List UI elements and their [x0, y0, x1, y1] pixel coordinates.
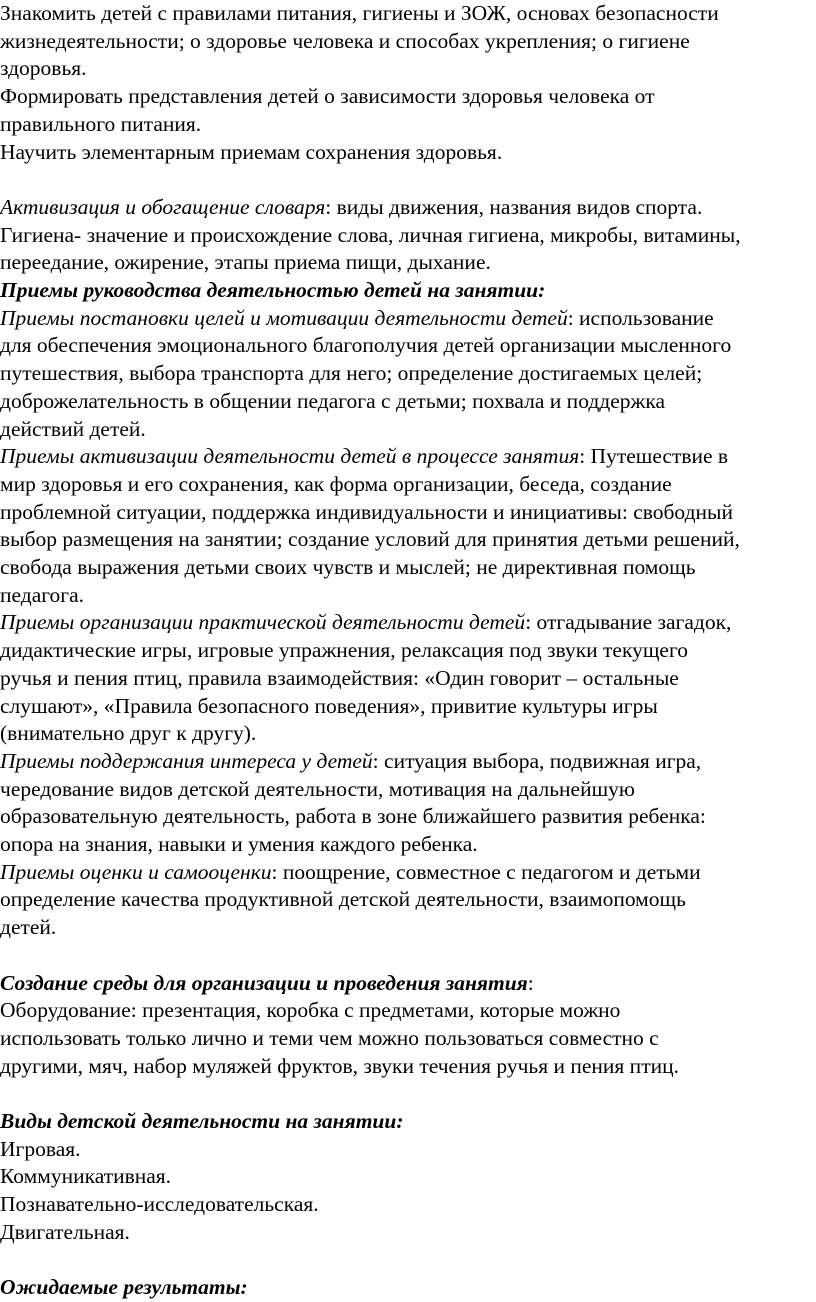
vocabulary-label: Активизация и обогащение словаря — [0, 194, 326, 219]
vocabulary-line-3: переедание, ожирение, этапы приема пищи, дыхание. — [0, 250, 491, 275]
activation-line-4: выбор размещения на занятии; создание условий для принятия детьми решений, — [0, 527, 740, 552]
goals-line-1: Знакомить детей с правилами питания, гигиены и ЗОЖ, основах безопасности — [0, 1, 719, 25]
interest-line-4: опора на знания, навыки и умения каждого ребенка. — [0, 832, 478, 857]
goals-motivation-line-3: путешествия, выбора транспорта для него; определение достигаемых целей; — [0, 361, 703, 386]
interest-label: Приемы поддержания интереса у детей — [0, 748, 373, 773]
goals-line-4: Формировать представления детей о зависимости здоровья человека от — [0, 84, 655, 109]
spacer — [0, 166, 816, 194]
goals-line-6: Научить элементарным приемам сохранения здоровья. — [0, 139, 503, 164]
assessment-line-1 — [0, 859, 816, 887]
vocabulary-line-1 — [0, 194, 816, 222]
expected-results-heading: Ожидаемые результаты: — [0, 1275, 248, 1300]
goals-motivation-line-5: действий детей. — [0, 416, 146, 441]
goals-line-2: жизнедеятельности; о здоровье человека и способах укрепления; о гигиене — [0, 28, 690, 53]
interest-line-3: образовательную деятельность, работа в зоне ближайшего развития ребенка: — [0, 804, 706, 829]
activity-type-item: Двигательная. — [0, 1219, 130, 1244]
activation-line-2: мир здоровья и его сохранения, как форма организации, беседа, создание — [0, 471, 672, 496]
assessment-label: Приемы оценки и самооценки — [0, 859, 272, 884]
practical-line-1 — [0, 609, 816, 637]
practical-line-3: ручья и пения птиц, правила взаимодействия: «Один говорит – остальные — [0, 665, 679, 690]
environment-line-2: использовать только лично и теми чем можно пользоваться совместно с — [0, 1025, 659, 1050]
activation-line-3: проблемной ситуации, поддержка индивидуальности и инициативы: свободный — [0, 499, 733, 524]
environment-line-3: другими, мяч, набор муляжей фруктов, звуки течения ручья и пения птиц. — [0, 1053, 679, 1078]
practical-label: Приемы организации практической деятельности детей — [0, 610, 526, 635]
activity-types-heading: Виды детской деятельности на занятии: — [0, 1109, 404, 1134]
spacer — [0, 1247, 816, 1275]
goals-line-5: правильного питания. — [0, 111, 202, 136]
assessment-line-2: определение качества продуктивной детской деятельности, взаимопомощь — [0, 887, 686, 912]
methods-heading: Приемы руководства деятельностью детей на занятии: — [0, 278, 546, 303]
activation-line-6: педагога. — [0, 582, 85, 607]
spacer — [0, 942, 816, 970]
practical-line-5: (внимательно друг к другу). — [0, 721, 257, 746]
assessment-line-3: детей. — [0, 915, 57, 940]
vocabulary-line-2: Гигиена- значение и происхождение слова, личная гигиена, микробы, витамины, — [0, 222, 741, 247]
practical-line-4: слушают», «Правила безопасного поведения», привитие культуры игры — [0, 693, 658, 718]
activity-type-item: Игровая. — [0, 1136, 81, 1161]
activation-line-1 — [0, 443, 816, 471]
interest-text: : ситуация выбора, подвижная игра, — [372, 748, 702, 773]
goals-motivation-label: Приемы постановки целей и мотивации деятельности детей — [0, 305, 568, 330]
activation-line-5: свобода выражения детьми своих чувств и мыслей; не директивная помощь — [0, 555, 696, 580]
assessment-text: : поощрение, совместное с педагогом и детьми — [271, 859, 701, 884]
interest-line-1 — [0, 748, 816, 776]
goals-motivation-text: : использование — [567, 305, 714, 330]
activity-type-item: Коммуникативная. — [0, 1164, 172, 1189]
practical-line-2: дидактические игры, игровые упражнения, релаксация под звуки текущего — [0, 638, 688, 663]
goals-motivation-line-2: для обеспечения эмоционального благополучия детей организации мысленного — [0, 333, 732, 358]
activity-type-item: Познавательно-исследовательская. — [0, 1192, 319, 1217]
goals-line-3: здоровья. — [0, 56, 87, 81]
vocabulary-text: : виды движения, названия видов спорта. — [325, 194, 703, 219]
spacer — [0, 1080, 816, 1108]
goals-motivation-line-4: доброжелательность в общении педагога с детьми; похвала и поддержка — [0, 388, 666, 413]
goals-motivation-line-1 — [0, 305, 816, 333]
activation-text: : Путешествие в — [579, 444, 729, 469]
environment-heading-line — [0, 970, 816, 998]
practical-text: : отгадывание загадок, — [525, 610, 732, 635]
environment-heading-colon: : — [527, 970, 534, 995]
interest-line-2: чередование видов детской деятельности, мотивация на дальнейшую — [0, 776, 635, 801]
activation-label: Приемы активизации деятельности детей в процессе занятия — [0, 444, 580, 469]
environment-line-1: Оборудование: презентация, коробка с предметами, которые можно — [0, 998, 621, 1023]
environment-heading: Создание среды для организации и проведения занятия — [0, 970, 528, 995]
